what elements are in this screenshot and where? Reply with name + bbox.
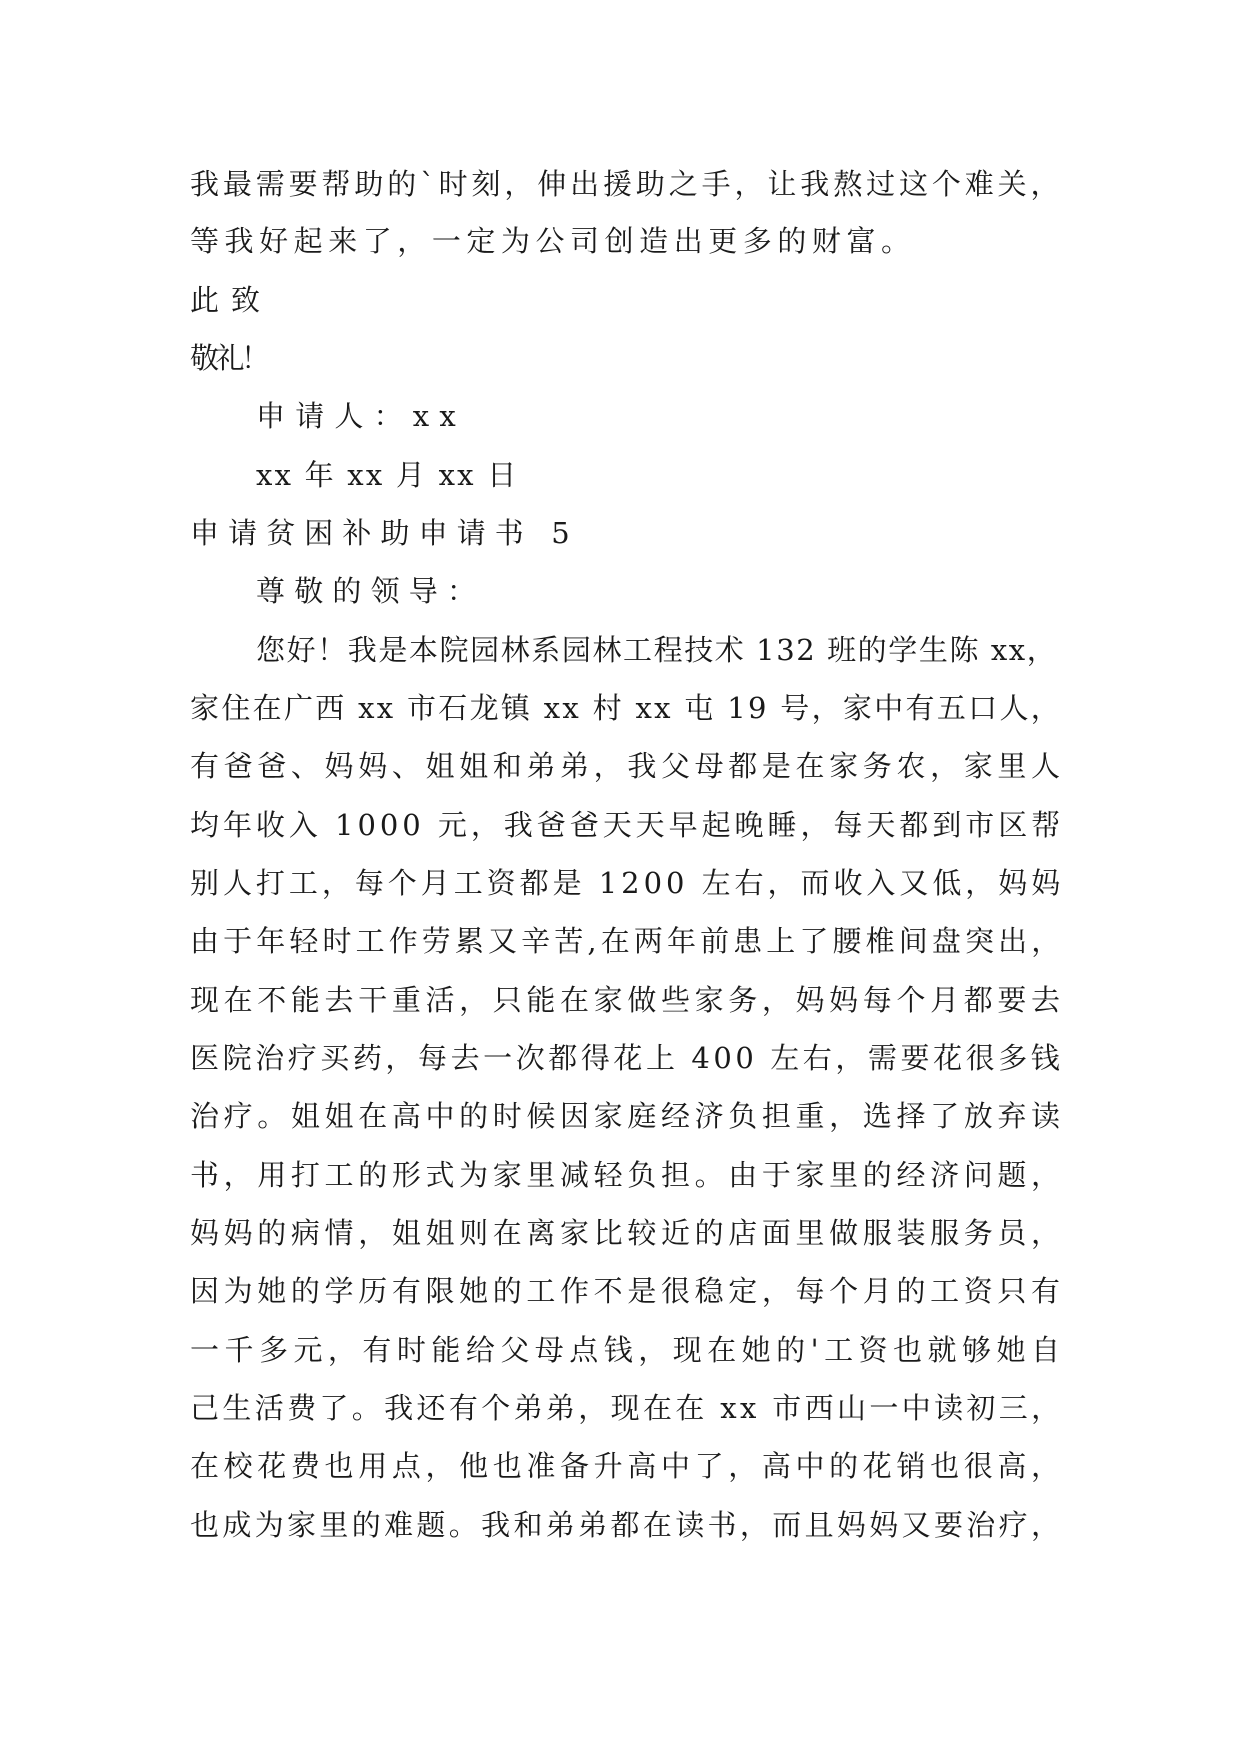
paragraph-line-15: 在校花费也用点，他也准备升高中了，高中的花销也很高，	[190, 1449, 1065, 1483]
closing-regards: 敬礼！	[190, 341, 267, 375]
paragraph-line-10: 书，用打工的形式为家里减轻负担。由于家里的经济问题，	[190, 1158, 1065, 1192]
letter-salutation: 尊敬的领导：	[256, 574, 486, 608]
paragraph-line-1: 您好！我是本院园林系园林工程技术 132 班的学生陈 xx，	[256, 633, 1058, 667]
paragraph-line-11: 妈妈的病情，姐姐则在离家比较近的店面里做服装服务员，	[190, 1216, 1065, 1250]
paragraph-line-14: 己生活费了。我还有个弟弟，现在在 xx 市西山一中读初三，	[190, 1391, 1064, 1425]
section-title: 申请贫困补助申请书 5	[190, 516, 579, 550]
body-line-2: 等我好起来了，一定为公司创造出更多的财富。	[190, 224, 916, 258]
closing-salutation: 此致	[190, 283, 273, 317]
paragraph-line-6: 由于年轻时工作劳累又辛苦,在两年前患上了腰椎间盘突出，	[190, 924, 1065, 958]
paragraph-line-3: 有爸爸、妈妈、姐姐和弟弟，我父母都是在家务农，家里人	[190, 749, 1065, 783]
paragraph-line-4: 均年收入 1000 元，我爸爸天天早起晚睡，每天都到市区帮	[190, 808, 1065, 842]
paragraph-line-8: 医院治疗买药，每去一次都得花上 400 左右，需要花很多钱	[190, 1041, 1064, 1075]
signature-date: xx 年 xx 月 xx 日	[256, 458, 519, 492]
paragraph-line-7: 现在不能去干重活，只能在家做些家务，妈妈每个月都要去	[190, 983, 1065, 1017]
paragraph-line-16: 也成为家里的难题。我和弟弟都在读书，而且妈妈又要治疗，	[190, 1508, 1064, 1542]
paragraph-line-13: 一千多元，有时能给父母点钱，现在她的'工资也就够她自	[190, 1333, 1066, 1367]
paragraph-line-9: 治疗。姐姐在高中的时候因家庭经济负担重，选择了放弃读	[190, 1099, 1065, 1133]
paragraph-line-12: 因为她的学历有限她的工作不是很稳定，每个月的工资只有	[190, 1274, 1065, 1308]
body-line-1: 我最需要帮助的`时刻，伸出援助之手，让我熬过这个难关，	[190, 167, 1064, 201]
applicant-signature: 申请人：xx	[256, 399, 466, 433]
paragraph-line-5: 别人打工，每个月工资都是 1200 左右，而收入又低，妈妈	[190, 866, 1065, 900]
paragraph-line-2: 家住在广西 xx 市石龙镇 xx 村 xx 屯 19 号，家中有五口人，	[190, 691, 1063, 725]
